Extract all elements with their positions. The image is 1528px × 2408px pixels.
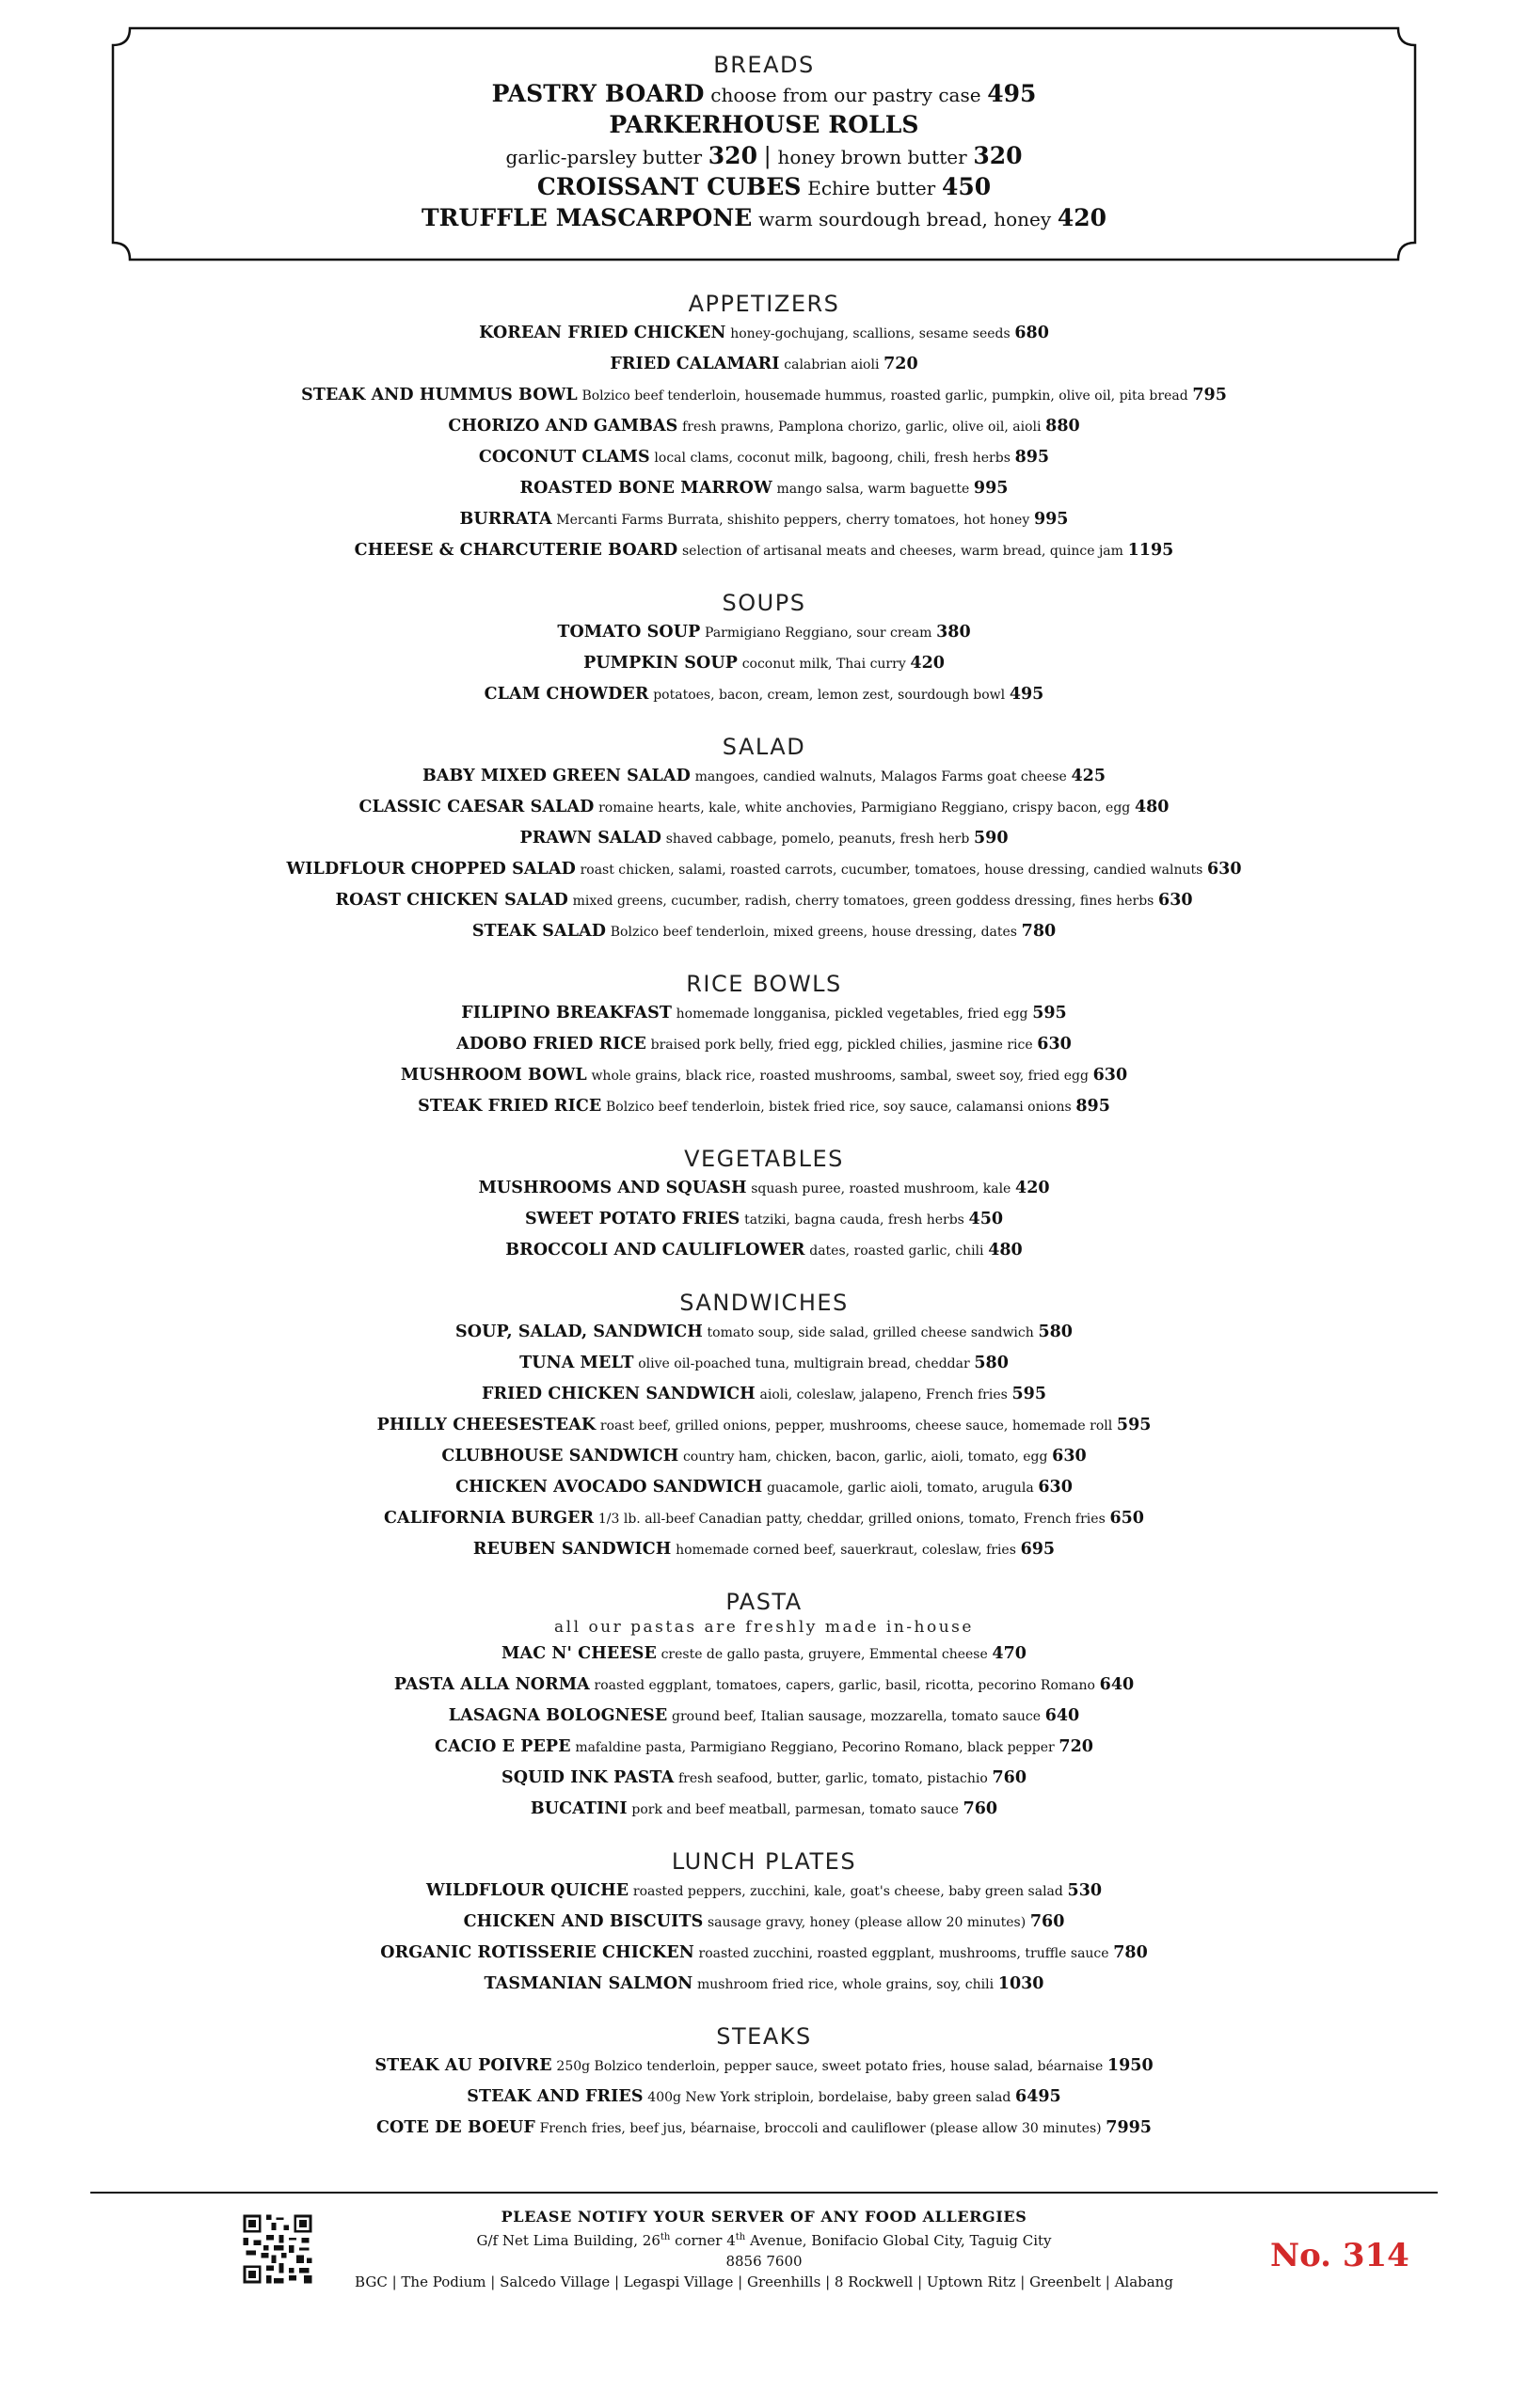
item-desc: country ham, chicken, bacon, garlic, aioli, tomato, egg [682,1450,1048,1465]
item-name: SOUP, SALAD, SANDWICH [455,1323,703,1341]
item-name: TRUFFLE MASCARPONE [421,204,753,231]
menu-item [0,1235,1528,1266]
menu-item [0,318,1528,349]
item-name: CLAM CHOWDER [484,685,649,704]
item-desc: roast chicken, salami, roasted carrots, cucumber, tomatoes, house dressing, candied walnuts [580,863,1203,878]
item-name: BROCCOLI AND CAULIFLOWER [505,1241,805,1259]
item-desc: homemade longganisa, pickled vegetables, fried egg [676,1006,1028,1022]
item-price: 630 [1092,1066,1128,1085]
item-name: PRAWN SALAD [519,829,662,848]
item-price: 895 [1014,448,1050,467]
item-price: 320 [973,142,1023,169]
item-name: ROAST CHICKEN SALAD [335,891,568,910]
footer-divider [90,2192,1438,2194]
menu-item [0,1794,1528,1825]
menu-item [0,1379,1528,1410]
item-note: (please allow 30 minutes) [930,2121,1102,2136]
item-desc: Bolzico beef tenderloin, mixed greens, house dressing, dates [610,925,1017,940]
address-part: corner 4 [670,2232,736,2249]
item-price: 595 [1011,1385,1047,1403]
menu-item [0,504,1528,535]
menu-item [0,1173,1528,1204]
menu-item [0,1060,1528,1091]
rice-bowls-section [0,970,1528,1122]
menu-item [0,1204,1528,1235]
item-desc: tomato soup, side salad, grilled cheese sandwich [707,1325,1034,1340]
menu-item [0,885,1528,916]
item-price: 580 [974,1354,1009,1372]
menu-item [0,349,1528,380]
item-name: BUCATINI [530,1799,628,1818]
item-price: 580 [1038,1323,1073,1341]
lunch-plates-section [0,1847,1528,2000]
item-name: FRIED CALAMARI [610,355,780,373]
menu-item [0,648,1528,679]
item-name: CROISSANT CUBES [536,173,802,200]
item-desc: squash puree, roasted mushroom, kale [751,1181,1011,1196]
breads-section [111,51,1417,234]
menu-item [0,916,1528,947]
item-price: 420 [1057,204,1107,231]
item-price: 495 [1009,685,1044,704]
item-desc: warm sourdough bread, honey [758,208,1052,230]
item-price: 530 [1067,1881,1103,1900]
item-name: CHORIZO AND GAMBAS [448,417,678,436]
item-name: SWEET POTATO FRIES [524,1210,740,1228]
menu-item [111,79,1417,110]
item-desc: choose from our pastry case [710,84,981,106]
appetizers-section [0,290,1528,566]
menu-item [0,1763,1528,1794]
menu-item [0,854,1528,885]
address-sup: th [660,2232,671,2242]
item-name: COCONUT CLAMS [478,448,650,467]
vegetables-section [0,1145,1528,1266]
menu-item [0,1732,1528,1763]
menu-item [0,442,1528,473]
item-desc: mango salsa, warm baguette [776,482,970,497]
item-name: FILIPINO BREAKFAST [461,1004,672,1022]
item-name: REUBEN SANDWICH [472,1540,672,1559]
address-part: Avenue, Bonifacio Global City, Taguig City [745,2232,1052,2249]
item-name: FRIED CHICKEN SANDWICH [481,1385,756,1403]
menu-item [0,1441,1528,1472]
item-name: CHEESE & CHARCUTERIE BOARD [354,541,678,560]
item-price: 495 [987,80,1037,107]
item-price: 780 [1113,1943,1148,1962]
item-name: PASTA ALLA NORMA [393,1675,590,1694]
item-price: 420 [910,654,945,673]
item-note: (please allow 20 minutes) [853,1915,1027,1930]
item-desc: creste de gallo pasta, gruyere, Emmental cheese [661,1647,988,1662]
item-name: BURRATA [459,510,552,529]
item-price: 720 [1058,1737,1093,1756]
pasta-section [0,1588,1528,1825]
item-name: MUSHROOM BOWL [400,1066,587,1085]
item-price: 6495 [1015,2087,1061,2106]
menu-item [0,1969,1528,2000]
item-price: 880 [1045,417,1080,436]
section-title-rice-bowls: RICE BOWLS [686,971,842,997]
item-name: CHICKEN AND BISCUITS [463,1912,704,1931]
item-price: 425 [1071,767,1106,785]
address-part: G/f Net Lima Building, 26 [476,2232,661,2249]
item-desc: olive oil-poached tuna, multigrain bread, cheddar [638,1356,970,1371]
item-desc: guacamole, garlic aioli, tomato, arugula [766,1481,1034,1496]
item-price: 450 [941,173,992,200]
item-name: TASMANIAN SALMON [484,1974,693,1993]
item-name: MAC N' CHEESE [501,1644,657,1663]
item-name: CLUBHOUSE SANDWICH [441,1447,679,1465]
item-desc: 400g New York striploin, bordelaise, baby green salad [647,2090,1011,2105]
item-name: PHILLY CHEESESTEAK [376,1416,597,1434]
menu-item [0,679,1528,710]
item-price: 760 [992,1768,1027,1787]
menu-item [0,1534,1528,1565]
item-name: TUNA MELT [519,1354,634,1372]
menu-item [0,1907,1528,1938]
menu-item [0,1938,1528,1969]
item-desc: mixed greens, cucumber, radish, cherry tomatoes, green goddess dressing, fines herbs [572,894,1154,909]
menu-item [111,172,1417,203]
branch-list: BGC | The Podium | Salcedo Village | Legaspi Village | Greenhills | 8 Rockwell | Uptown Ritz | Greenbelt | Alabang [355,2273,1173,2290]
menu-item [0,411,1528,442]
item-desc: fresh prawns, Pamplona chorizo, garlic, olive oil, aioli [682,420,1042,435]
item-desc: 1/3 lb. all-beef Canadian patty, cheddar, grilled onions, tomato, French fries [597,1512,1106,1527]
item-price: 720 [883,355,918,373]
item-price: 760 [1029,1912,1065,1931]
section-title-pasta: PASTA [725,1589,803,1615]
item-price: 650 [1109,1509,1144,1528]
separator: | [763,143,772,169]
item-price: 595 [1116,1416,1152,1434]
allergy-notice: PLEASE NOTIFY YOUR SERVER OF ANY FOOD ALLERGIES [501,2208,1027,2226]
menu-item [0,1639,1528,1670]
phone-number: 8856 7600 [725,2253,803,2270]
menu-number: No. 314 [1270,2237,1409,2274]
item-price: 320 [708,142,757,169]
item-name: WILDFLOUR QUICHE [425,1881,629,1900]
item-desc: honey brown butter [777,146,967,168]
section-title-salad: SALAD [722,734,806,760]
salad-section [0,733,1528,947]
menu-item [0,1029,1528,1060]
item-desc: fresh seafood, butter, garlic, tomato, pistachio [678,1771,988,1786]
section-title-sandwiches: SANDWICHES [679,1290,849,1316]
item-desc: romaine hearts, kale, white anchovies, Parmigiano Reggiano, crispy bacon, egg [598,800,1131,816]
steaks-section [0,2022,1528,2144]
address-sup: th [735,2232,746,2242]
item-desc: coconut milk, Thai curry [741,657,906,672]
item-desc: 250g Bolzico tenderloin, pepper sauce, sweet potato fries, house salad, béarnaise [556,2059,1104,2074]
item-price: 760 [963,1799,998,1818]
section-title-appetizers: APPETIZERS [688,291,840,317]
section-title-steaks: STEAKS [716,2023,812,2050]
menu-item [0,1348,1528,1379]
menu-item [111,203,1417,234]
menu-item [0,473,1528,504]
address [310,2227,1218,2251]
item-desc: French fries, beef jus, béarnaise, broccoli and cauliflower [539,2121,926,2136]
item-desc: roasted zucchini, roasted eggplant, mushrooms, truffle sauce [698,1946,1109,1961]
menu-item [0,1472,1528,1503]
item-desc: Parmigiano Reggiano, sour cream [705,626,932,641]
menu-item [0,2082,1528,2113]
soups-section [0,589,1528,710]
item-desc: homemade corned beef, sauerkraut, coleslaw, fries [676,1543,1016,1558]
item-price: 695 [1020,1540,1056,1559]
menu-item [0,1317,1528,1348]
section-title-breads: BREADS [713,52,815,78]
item-name: CLASSIC CAESAR SALAD [358,798,595,816]
item-price: 7995 [1106,2118,1152,2137]
item-price: 995 [973,479,1009,498]
item-price: 630 [1038,1478,1073,1497]
item-desc: potatoes, bacon, cream, lemon zest, sourdough bowl [653,688,1006,703]
item-price: 640 [1044,1706,1080,1725]
item-name: CACIO E PEPE [435,1737,571,1756]
item-price: 795 [1192,386,1227,404]
item-desc: Echire butter [807,177,936,199]
item-desc: mushroom fried rice, whole grains, soy, chili [697,1977,995,1992]
item-desc: garlic-parsley butter [505,146,703,168]
item-price: 595 [1032,1004,1067,1022]
item-desc: Mercanti Farms Burrata, shishito peppers, cherry tomatoes, hot honey [556,513,1030,528]
item-name: CALIFORNIA BURGER [384,1509,595,1528]
item-price: 480 [988,1241,1023,1259]
item-price: 680 [1014,324,1049,342]
item-desc: braised pork belly, fried egg, pickled chilies, jasmine rice [650,1038,1033,1053]
item-desc: mafaldine pasta, Parmigiano Reggiano, Pecorino Romano, black pepper [575,1740,1055,1755]
item-desc: shaved cabbage, pomelo, peanuts, fresh herb [665,832,970,847]
item-desc: honey-gochujang, scallions, sesame seeds [730,326,1011,341]
menu-item [0,792,1528,823]
breads-frame [111,26,1417,261]
item-name: PARKERHOUSE ROLLS [609,111,919,138]
item-name: STEAK AU POIVRE [374,2056,552,2075]
item-price: 630 [1037,1035,1072,1054]
item-price: 1950 [1106,2056,1154,2075]
menu-item [0,1670,1528,1701]
menu-item [0,535,1528,566]
item-desc: sausage gravy, honey [707,1915,851,1930]
item-desc: roast beef, grilled onions, pepper, mushrooms, cheese sauce, homemade roll [599,1418,1113,1434]
item-name: ROASTED BONE MARROW [519,479,772,498]
item-desc: whole grains, black rice, roasted mushrooms, sambal, sweet soy, fried egg [591,1069,1089,1084]
item-price: 630 [1206,860,1242,879]
menu-item [0,1701,1528,1732]
menu-item [0,2113,1528,2144]
footer-info [310,2207,1218,2292]
item-name: TOMATO SOUP [557,623,701,642]
item-name: STEAK FRIED RICE [418,1097,602,1116]
menu-item [0,1503,1528,1534]
item-price: 640 [1099,1675,1135,1694]
item-name: PASTRY BOARD [491,80,705,107]
menu-item [0,2051,1528,2082]
item-name: ADOBO FRIED RICE [456,1035,646,1054]
item-name: STEAK AND HUMMUS BOWL [301,386,578,404]
item-desc: tatziki, bagna cauda, fresh herbs [744,1212,964,1228]
section-title-vegetables: VEGETABLES [684,1146,844,1172]
item-name: COTE DE BOEUF [376,2118,535,2137]
item-name: CHICKEN AVOCADO SANDWICH [455,1478,763,1497]
item-name: BABY MIXED GREEN SALAD [422,767,691,785]
item-price: 1030 [997,1974,1044,1993]
item-price: 630 [1052,1447,1087,1465]
menu-item [111,110,1417,141]
item-price: 780 [1021,922,1057,941]
item-desc: selection of artisanal meats and cheeses, warm bread, quince jam [682,544,1123,559]
item-desc: ground beef, Italian sausage, mozzarella, tomato sauce [672,1709,1042,1724]
item-price: 1195 [1127,541,1174,560]
section-title-lunch-plates: LUNCH PLATES [671,1848,857,1875]
item-name: SQUID INK PASTA [501,1768,675,1787]
item-desc: dates, roasted garlic, chili [809,1244,984,1259]
item-desc: pork and beef meatball, parmesan, tomato sauce [631,1802,959,1817]
item-desc: aioli, coleslaw, jalapeno, French fries [759,1387,1008,1402]
item-desc: mangoes, candied walnuts, Malagos Farms goat cheese [694,769,1067,784]
menu-item [0,998,1528,1029]
item-name: ORGANIC ROTISSERIE CHICKEN [380,1943,694,1962]
item-name: WILDFLOUR CHOPPED SALAD [286,860,576,879]
item-desc: roasted eggplant, tomatoes, capers, garlic, basil, ricotta, pecorino Romano [594,1678,1095,1693]
section-title-soups: SOUPS [722,590,806,616]
menu-item [0,1091,1528,1122]
item-desc: roasted peppers, zucchini, kale, goat's cheese, baby green salad [632,1884,1063,1899]
item-price: 590 [973,829,1009,848]
menu-item [0,380,1528,411]
item-name: STEAK SALAD [471,922,607,941]
menu-item [0,761,1528,792]
menu-item [0,1410,1528,1441]
item-price: 995 [1033,510,1069,529]
item-desc: Bolzico beef tenderloin, housemade hummus, roasted garlic, pumpkin, olive oil, pita bread [581,388,1188,404]
item-price: 420 [1015,1179,1050,1197]
menu-item [0,823,1528,854]
item-name: PUMPKIN SOUP [583,654,739,673]
item-desc: Bolzico beef tenderloin, bistek fried rice, soy sauce, calamansi onions [606,1100,1072,1115]
pasta-note: all our pastas are freshly made in-house [554,1618,974,1637]
item-name: MUSHROOMS AND SQUASH [478,1179,747,1197]
item-name: KOREAN FRIED CHICKEN [479,324,726,342]
qr-code-icon[interactable] [241,2212,314,2286]
item-price: 630 [1158,891,1193,910]
item-price: 380 [936,623,971,642]
menu-body [0,290,1528,2166]
menu-item [0,1876,1528,1907]
item-price: 895 [1075,1097,1110,1116]
item-name: STEAK AND FRIES [467,2087,644,2106]
item-price: 470 [992,1644,1027,1663]
menu-item-options [111,141,1417,172]
item-desc: calabrian aioli [784,357,880,372]
item-name: LASAGNA BOLOGNESE [448,1706,668,1725]
item-desc: local clams, coconut milk, bagoong, chili, fresh herbs [654,451,1011,466]
item-price: 450 [968,1210,1004,1228]
sandwiches-section [0,1289,1528,1565]
menu-item [0,617,1528,648]
item-price: 480 [1134,798,1170,816]
